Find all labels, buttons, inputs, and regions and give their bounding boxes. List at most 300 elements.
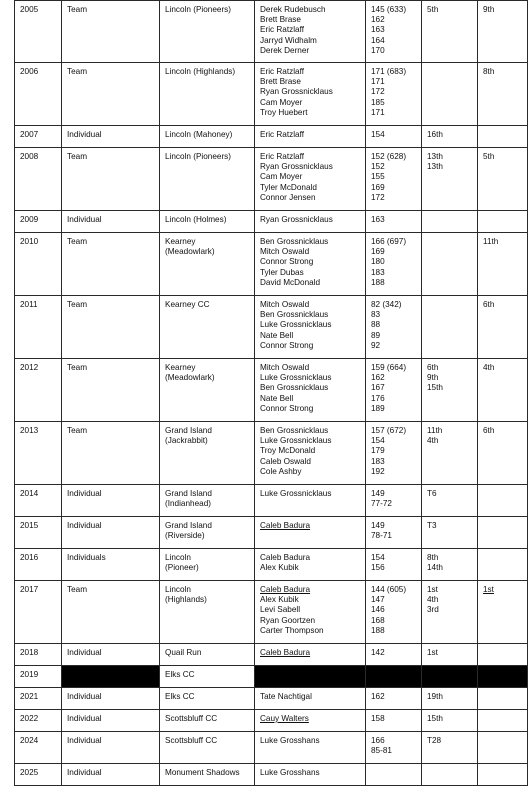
players-cell xyxy=(255,126,366,148)
scores-cell xyxy=(366,732,422,764)
course-cell xyxy=(160,732,255,764)
score-value: 156 xyxy=(371,563,385,573)
individual-place: 13th xyxy=(427,162,443,172)
entry-type-text: Individual xyxy=(67,130,102,139)
scores-cell xyxy=(366,549,422,581)
player-name: Cam Moyer xyxy=(260,172,303,182)
entry-type-cell xyxy=(62,485,160,517)
year-cell xyxy=(15,485,62,517)
score-value: 188 xyxy=(371,277,385,287)
team-place: 5th xyxy=(483,152,495,161)
team-place-cell xyxy=(478,233,528,296)
course-cell xyxy=(160,581,255,644)
entry-type-cell xyxy=(62,148,160,211)
year-cell xyxy=(15,732,62,764)
table-row xyxy=(15,148,528,211)
player-name: Mitch Oswald xyxy=(260,300,310,309)
year-cell xyxy=(15,126,62,148)
team-place-cell xyxy=(478,422,528,485)
players-cell xyxy=(255,211,366,233)
individual-place: 14th xyxy=(427,563,443,573)
player-name: Eric Ratzlaff xyxy=(260,25,304,35)
entry-type-cell xyxy=(62,422,160,485)
score-value: 146 xyxy=(371,605,385,615)
course-name: Scottsbluff CC xyxy=(165,714,218,723)
scores-cell xyxy=(366,422,422,485)
year-text: 2024 xyxy=(20,736,39,745)
course-name: (Riverside) xyxy=(165,531,205,541)
score-value: 92 xyxy=(371,340,381,350)
score-value: 82 (342) xyxy=(371,300,402,309)
individual-place: 3rd xyxy=(427,605,439,615)
results-table xyxy=(14,0,528,786)
course-name: (Jackrabbit) xyxy=(165,436,208,446)
players-cell xyxy=(255,710,366,732)
individual-place-cell xyxy=(422,581,478,644)
year-text: 2006 xyxy=(20,67,39,76)
year-text: 2005 xyxy=(20,5,39,14)
individual-place-cell xyxy=(422,148,478,211)
table-row xyxy=(15,211,528,233)
score-value: 169 xyxy=(371,182,385,192)
individual-place-cell xyxy=(422,485,478,517)
player-name: Ryan Goortzen xyxy=(260,615,316,625)
table-row xyxy=(15,710,528,732)
scores-cell xyxy=(366,644,422,666)
scores-cell xyxy=(366,517,422,549)
score-value: 185 xyxy=(371,97,385,107)
score-value: 157 (672) xyxy=(371,426,407,435)
entry-type-cell xyxy=(62,732,160,764)
course-name: Kearney xyxy=(165,237,196,246)
score-value: 85-81 xyxy=(371,746,392,756)
course-cell xyxy=(160,296,255,359)
score-value: 83 xyxy=(371,310,381,320)
scores-cell xyxy=(366,233,422,296)
entry-type-text: Individual xyxy=(67,648,102,657)
player-name: Brett Brase xyxy=(260,77,301,87)
players-cell xyxy=(255,148,366,211)
team-place-cell xyxy=(478,666,528,688)
table-row xyxy=(15,63,528,126)
course-name: Lincoln xyxy=(165,585,191,594)
score-value: 176 xyxy=(371,393,385,403)
year-text: 2007 xyxy=(20,130,39,139)
entry-type-cell xyxy=(62,688,160,710)
player-name: Derek Rudebusch xyxy=(260,5,326,14)
score-value: 89 xyxy=(371,330,381,340)
individual-place: 4th xyxy=(427,595,439,605)
year-cell xyxy=(15,148,62,211)
course-cell xyxy=(160,233,255,296)
course-name: Elks CC xyxy=(165,692,195,701)
course-cell xyxy=(160,644,255,666)
team-place-cell xyxy=(478,63,528,126)
player-name: Cauy Walters xyxy=(260,714,309,723)
score-value: 179 xyxy=(371,446,385,456)
player-name: Alex Kubik xyxy=(260,563,299,573)
team-place-cell xyxy=(478,296,528,359)
score-value: 188 xyxy=(371,625,385,635)
players-cell xyxy=(255,359,366,422)
table-row xyxy=(15,296,528,359)
score-value: 158 xyxy=(371,714,385,723)
player-name: Connor Strong xyxy=(260,257,314,267)
team-place-cell xyxy=(478,549,528,581)
player-name: Tyler Dubas xyxy=(260,267,304,277)
players-cell xyxy=(255,296,366,359)
player-name: Luke Grossnicklaus xyxy=(260,320,332,330)
team-place: 11th xyxy=(483,237,499,246)
results-sheet xyxy=(14,0,527,786)
year-cell xyxy=(15,517,62,549)
players-cell xyxy=(255,517,366,549)
year-cell xyxy=(15,581,62,644)
year-cell xyxy=(15,764,62,786)
player-name: Troy Huebert xyxy=(260,107,308,117)
players-cell xyxy=(255,485,366,517)
player-name: Carter Thompson xyxy=(260,625,324,635)
scores-cell xyxy=(366,764,422,786)
individual-place-cell xyxy=(422,126,478,148)
players-cell xyxy=(255,581,366,644)
course-cell xyxy=(160,148,255,211)
player-name: Luke Grosshans xyxy=(260,768,320,777)
entry-type-text: Team xyxy=(67,152,88,161)
individual-place-cell xyxy=(422,1,478,63)
course-cell xyxy=(160,211,255,233)
score-value: 168 xyxy=(371,615,385,625)
year-cell xyxy=(15,233,62,296)
table-row xyxy=(15,581,528,644)
entry-type-text: Team xyxy=(67,426,88,435)
individual-place: T6 xyxy=(427,489,437,498)
individual-place: 16th xyxy=(427,130,443,139)
individual-place-cell xyxy=(422,63,478,126)
entry-type-cell xyxy=(62,63,160,126)
entry-type-text: Team xyxy=(67,585,88,594)
year-text: 2019 xyxy=(20,670,39,679)
score-value: 152 xyxy=(371,162,385,172)
year-cell xyxy=(15,644,62,666)
year-cell xyxy=(15,1,62,63)
individual-place: 15th xyxy=(427,714,443,723)
entry-type-cell xyxy=(62,233,160,296)
player-name: Alex Kubik xyxy=(260,595,299,605)
entry-type-text: Individual xyxy=(67,215,102,224)
course-name: (Highlands) xyxy=(165,595,207,605)
table-row xyxy=(15,359,528,422)
players-cell xyxy=(255,764,366,786)
year-text: 2008 xyxy=(20,152,39,161)
table-row xyxy=(15,517,528,549)
scores-cell xyxy=(366,710,422,732)
score-value: 172 xyxy=(371,192,385,202)
team-place: 8th xyxy=(483,67,495,76)
entry-type-text: Individual xyxy=(67,692,102,701)
score-value: 166 xyxy=(371,736,385,745)
team-place: 6th xyxy=(483,426,495,435)
team-place: 4th xyxy=(483,363,495,372)
score-value: 78-71 xyxy=(371,531,392,541)
table-row xyxy=(15,644,528,666)
course-name: Grand Island xyxy=(165,489,212,498)
year-cell xyxy=(15,63,62,126)
individual-place: 1st xyxy=(427,648,438,657)
course-name: Lincoln (Pioneers) xyxy=(165,5,231,14)
table-row xyxy=(15,764,528,786)
course-name: (Pioneer) xyxy=(165,563,199,573)
score-value: 180 xyxy=(371,257,385,267)
scores-cell xyxy=(366,485,422,517)
score-value: 155 xyxy=(371,172,385,182)
individual-place: 19th xyxy=(427,692,443,701)
scores-cell xyxy=(366,1,422,63)
score-value: 154 xyxy=(371,130,385,139)
score-value: 162 xyxy=(371,15,385,25)
team-place-cell xyxy=(478,688,528,710)
individual-place-cell xyxy=(422,296,478,359)
entry-type-text: Individuals xyxy=(67,553,106,562)
course-name: Elks CC xyxy=(165,670,195,679)
scores-cell xyxy=(366,126,422,148)
entry-type-cell xyxy=(62,1,160,63)
player-name: Brett Brase xyxy=(260,15,301,25)
course-cell xyxy=(160,63,255,126)
year-cell xyxy=(15,666,62,688)
score-value: 88 xyxy=(371,320,381,330)
table-row xyxy=(15,485,528,517)
entry-type-cell xyxy=(62,126,160,148)
individual-place: 11th xyxy=(427,426,443,435)
entry-type-text: Team xyxy=(67,363,88,372)
score-value: 167 xyxy=(371,383,385,393)
course-cell xyxy=(160,666,255,688)
team-place: 9th xyxy=(483,5,495,14)
player-name: Luke Grossnicklaus xyxy=(260,436,332,446)
year-text: 2009 xyxy=(20,215,39,224)
entry-type-text: Individual xyxy=(67,736,102,745)
course-cell xyxy=(160,422,255,485)
score-value: 147 xyxy=(371,595,385,605)
player-name: Jarryd Widhalm xyxy=(260,35,317,45)
entry-type-cell xyxy=(62,296,160,359)
course-name: Scottsbluff CC xyxy=(165,736,218,745)
player-name: Luke Grossnicklaus xyxy=(260,373,332,383)
player-name: Nate Bell xyxy=(260,330,294,340)
score-value: 154 xyxy=(371,436,385,446)
individual-place-cell xyxy=(422,422,478,485)
team-place-cell xyxy=(478,126,528,148)
score-value: 162 xyxy=(371,373,385,383)
score-value: 159 (664) xyxy=(371,363,407,372)
player-name: Cam Moyer xyxy=(260,97,303,107)
course-cell xyxy=(160,688,255,710)
individual-place-cell xyxy=(422,666,478,688)
scores-cell xyxy=(366,688,422,710)
score-value: 171 xyxy=(371,107,385,117)
course-name: Grand Island xyxy=(165,426,212,435)
players-cell xyxy=(255,644,366,666)
players-cell xyxy=(255,422,366,485)
year-text: 2015 xyxy=(20,521,39,530)
course-cell xyxy=(160,126,255,148)
individual-place-cell xyxy=(422,710,478,732)
team-place-cell xyxy=(478,1,528,63)
individual-place-cell xyxy=(422,233,478,296)
year-text: 2013 xyxy=(20,426,39,435)
individual-place-cell xyxy=(422,644,478,666)
team-place-cell xyxy=(478,764,528,786)
player-name: Caleb Badura xyxy=(260,521,311,530)
scores-cell xyxy=(366,666,422,688)
entry-type-text: Team xyxy=(67,300,88,309)
scores-cell xyxy=(366,148,422,211)
entry-type-text: Individual xyxy=(67,714,102,723)
individual-place: 6th xyxy=(427,363,439,372)
score-value: 154 xyxy=(371,553,385,562)
individual-place: 15th xyxy=(427,383,443,393)
player-name: Connor Strong xyxy=(260,403,314,413)
score-value: 171 (683) xyxy=(371,67,407,76)
player-name: Ben Grossnicklaus xyxy=(260,383,329,393)
individual-place-cell xyxy=(422,359,478,422)
score-value: 142 xyxy=(371,648,385,657)
individual-place-cell xyxy=(422,211,478,233)
entry-type-cell xyxy=(62,666,160,688)
year-cell xyxy=(15,710,62,732)
player-name: Connor Strong xyxy=(260,340,314,350)
score-value: 162 xyxy=(371,692,385,701)
score-value: 145 (633) xyxy=(371,5,407,14)
team-place-cell xyxy=(478,732,528,764)
score-value: 144 (605) xyxy=(371,585,407,594)
course-cell xyxy=(160,359,255,422)
score-value: 149 xyxy=(371,489,385,498)
score-value: 149 xyxy=(371,521,385,530)
table-row xyxy=(15,422,528,485)
player-name: Caleb Badura xyxy=(260,585,311,594)
year-text: 2014 xyxy=(20,489,39,498)
entry-type-text: Individual xyxy=(67,521,102,530)
year-cell xyxy=(15,422,62,485)
year-text: 2018 xyxy=(20,648,39,657)
results-table-body xyxy=(15,1,528,786)
player-name: Mitch Oswald xyxy=(260,247,310,257)
year-text: 2025 xyxy=(20,768,39,777)
table-row xyxy=(15,732,528,764)
team-place-cell xyxy=(478,359,528,422)
table-row xyxy=(15,666,528,688)
entry-type-cell xyxy=(62,211,160,233)
individual-place: T28 xyxy=(427,736,442,745)
score-value: 192 xyxy=(371,466,385,476)
course-name: Lincoln (Highlands) xyxy=(165,67,236,76)
player-name: Caleb Badura xyxy=(260,648,311,657)
individual-place-cell xyxy=(422,549,478,581)
table-row xyxy=(15,233,528,296)
player-name: Luke Grossnicklaus xyxy=(260,489,332,498)
year-text: 2012 xyxy=(20,363,39,372)
course-name: Lincoln (Pioneers) xyxy=(165,152,231,161)
year-cell xyxy=(15,211,62,233)
player-name: Caleb Badura xyxy=(260,553,311,562)
player-name: Eric Ratzlaff xyxy=(260,67,304,76)
players-cell xyxy=(255,1,366,63)
score-value: 166 (697) xyxy=(371,237,407,246)
entry-type-cell xyxy=(62,359,160,422)
year-cell xyxy=(15,359,62,422)
course-name: Quail Run xyxy=(165,648,202,657)
entry-type-text: Team xyxy=(67,67,88,76)
score-value: 163 xyxy=(371,25,385,35)
course-name: Lincoln xyxy=(165,553,191,562)
course-name: Kearney xyxy=(165,363,196,372)
player-name: Ryan Grossnicklaus xyxy=(260,87,333,97)
year-text: 2011 xyxy=(20,300,38,309)
year-text: 2016 xyxy=(20,553,39,562)
player-name: David McDonald xyxy=(260,277,321,287)
entry-type-text: Team xyxy=(67,237,88,246)
individual-place: 5th xyxy=(427,5,439,14)
scores-cell xyxy=(366,211,422,233)
entry-type-text: Individual xyxy=(67,489,102,498)
player-name: Nate Bell xyxy=(260,393,294,403)
year-text: 2022 xyxy=(20,714,39,723)
player-name: Tyler McDonald xyxy=(260,182,317,192)
course-cell xyxy=(160,710,255,732)
scores-cell xyxy=(366,296,422,359)
year-cell xyxy=(15,688,62,710)
player-name: Ben Grossnicklaus xyxy=(260,426,329,435)
entry-type-cell xyxy=(62,644,160,666)
entry-type-cell xyxy=(62,549,160,581)
course-name: Kearney CC xyxy=(165,300,210,309)
team-place-cell xyxy=(478,581,528,644)
entry-type-cell xyxy=(62,764,160,786)
player-name: Ben Grossnicklaus xyxy=(260,310,329,320)
individual-place: 9th xyxy=(427,373,439,383)
players-cell xyxy=(255,233,366,296)
score-value: 189 xyxy=(371,403,385,413)
team-place-cell xyxy=(478,710,528,732)
entry-type-cell xyxy=(62,517,160,549)
player-name: Ryan Grossnicklaus xyxy=(260,215,333,224)
year-cell xyxy=(15,296,62,359)
individual-place-cell xyxy=(422,517,478,549)
score-value: 152 (628) xyxy=(371,152,407,161)
team-place: 1st xyxy=(483,585,494,594)
year-cell xyxy=(15,549,62,581)
course-name: Monument Shadows xyxy=(165,768,240,777)
individual-place: 1st xyxy=(427,585,438,594)
player-name: Eric Ratzlaff xyxy=(260,152,304,161)
score-value: 77-72 xyxy=(371,499,392,509)
players-cell xyxy=(255,549,366,581)
team-place-cell xyxy=(478,211,528,233)
scores-cell xyxy=(366,581,422,644)
course-name: Lincoln (Mahoney) xyxy=(165,130,233,139)
player-name: Luke Grosshans xyxy=(260,736,320,745)
course-cell xyxy=(160,517,255,549)
players-cell xyxy=(255,688,366,710)
year-text: 2021 xyxy=(20,692,39,701)
player-name: Tate Nachtigal xyxy=(260,692,312,701)
player-name: Ryan Grossnicklaus xyxy=(260,162,333,172)
players-cell xyxy=(255,666,366,688)
score-value: 172 xyxy=(371,87,385,97)
team-place-cell xyxy=(478,148,528,211)
